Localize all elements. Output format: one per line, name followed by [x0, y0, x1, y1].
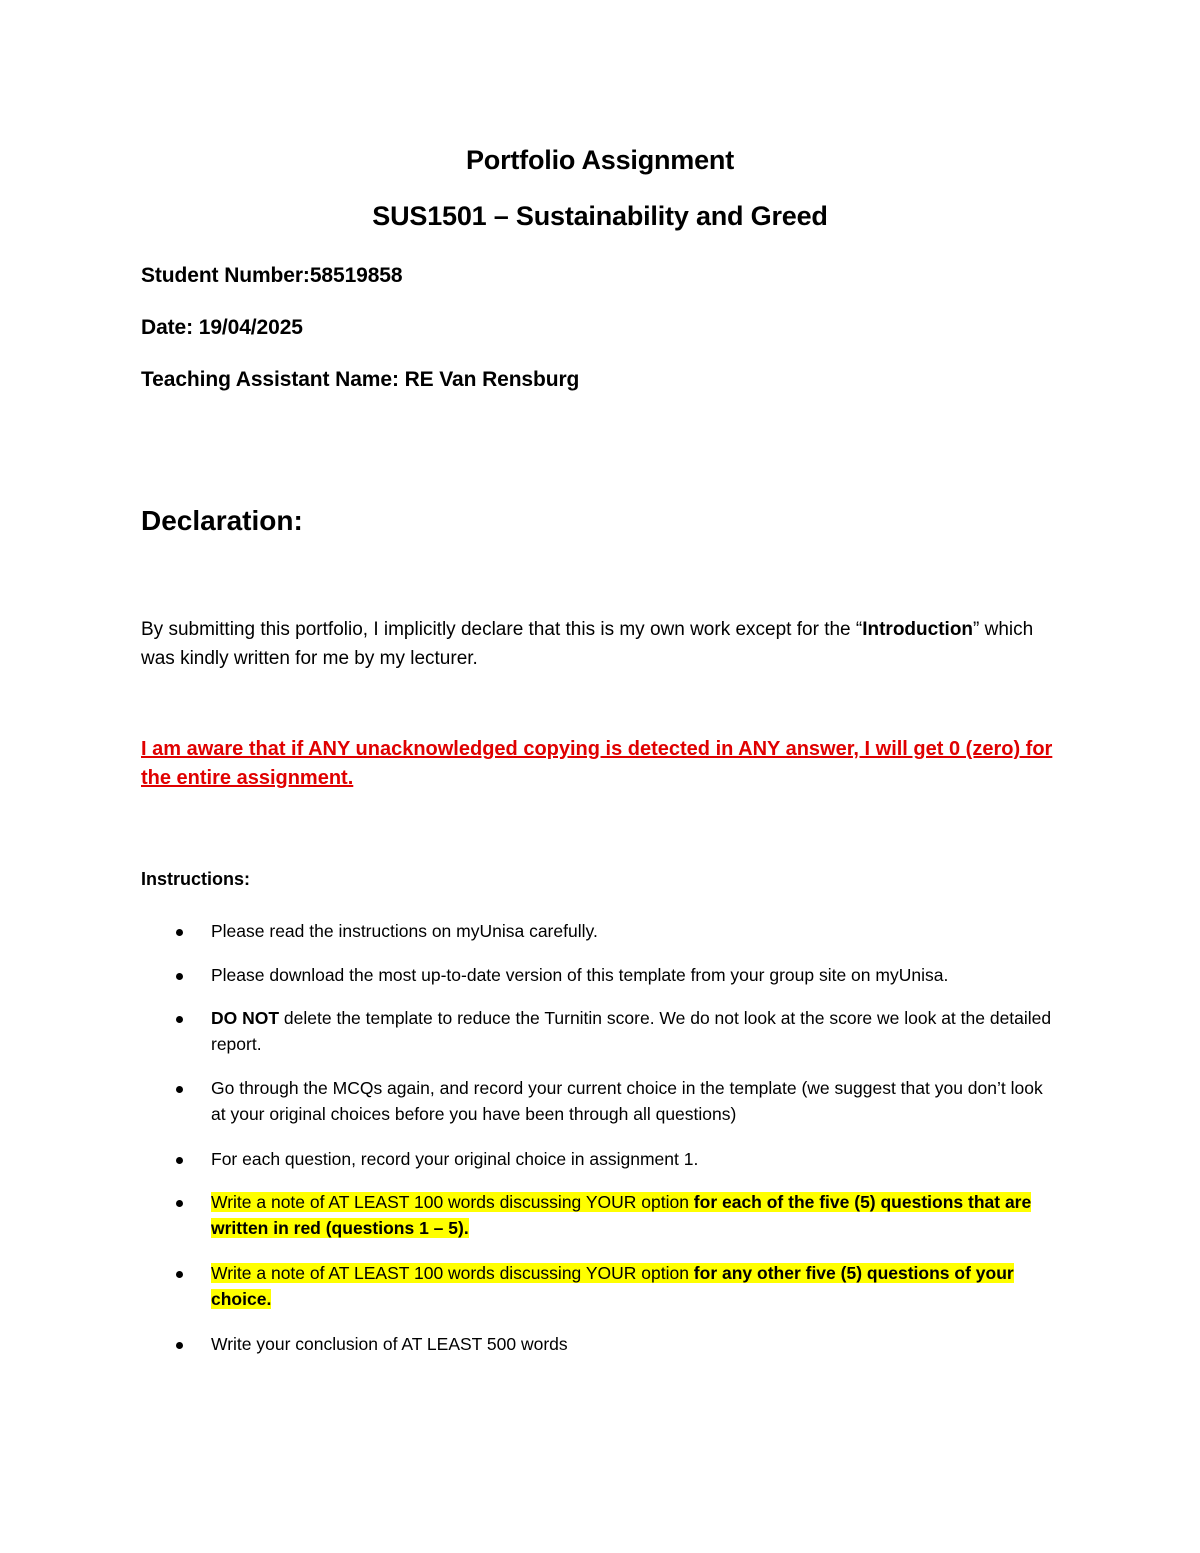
course-title: SUS1501 – Sustainability and Greed [372, 201, 828, 231]
bullet-icon [176, 1016, 183, 1023]
list-item-text: For each question, record your original choice in assignment 1. [211, 1149, 699, 1169]
list-item-bold: DO NOT [211, 1008, 280, 1028]
declaration-heading: Declaration: [141, 505, 303, 536]
bullet-icon [176, 1086, 183, 1093]
list-item-text [211, 1189, 1061, 1241]
bullet-icon [176, 1157, 183, 1164]
list-item-bold: for any other five (5) questions of your choice. [211, 1263, 1014, 1309]
declaration-text [141, 615, 1071, 673]
plagiarism-warning: I am aware that if ANY unacknowledged copying is detected in ANY answer, I will get 0 (zero) for the entire assignment. [141, 738, 1053, 789]
list-item-text [211, 1005, 1061, 1057]
bullet-icon [176, 973, 183, 980]
bullet-icon [176, 1200, 183, 1207]
list-item-bold: for each of the five (5) questions that are written in red (questions 1 – 5). [211, 1192, 1032, 1238]
document-title: Portfolio Assignment [465, 145, 734, 175]
list-item-rest: Write a note of AT LEAST 100 words discussing YOUR option [211, 1192, 694, 1212]
highlighted-text [211, 1192, 1031, 1238]
bullet-icon [176, 1342, 183, 1349]
teaching-assistant-name: Teaching Assistant Name: RE Van Rensburg [141, 368, 580, 391]
instructions-heading: Instructions: [141, 869, 251, 889]
highlighted-text [211, 1263, 1014, 1309]
list-item-text: Write your conclusion of AT LEAST 500 words [211, 1334, 568, 1354]
bullet-icon [176, 1271, 183, 1278]
declaration-text-bold: Introduction [862, 619, 974, 640]
list-item-text: Please download the most up-to-date version of this template from your group site on myUnisa. [211, 965, 949, 985]
bullet-icon [176, 929, 183, 936]
list-item-rest: Write a note of AT LEAST 100 words discussing YOUR option [211, 1263, 694, 1283]
student-number: Student Number:58519858 [141, 264, 403, 287]
list-item-text [211, 1260, 1061, 1312]
list-item-text: Go through the MCQs again, and record your current choice in the template (we suggest that you don’t look at your original choices before you have been through all questions) [211, 1078, 1043, 1124]
declaration-text-post: ” which was kindly written for me by my lecturer. [141, 619, 1034, 669]
date-field: Date: 19/04/2025 [141, 316, 303, 339]
declaration-text-pre: By submitting this portfolio, I implicitly declare that this is my own work except for the “ [141, 619, 863, 640]
list-item-text: Please read the instructions on myUnisa carefully. [211, 921, 598, 941]
list-item-rest: delete the template to reduce the Turnitin score. We do not look at the score we look at the detailed report. [211, 1008, 1052, 1054]
